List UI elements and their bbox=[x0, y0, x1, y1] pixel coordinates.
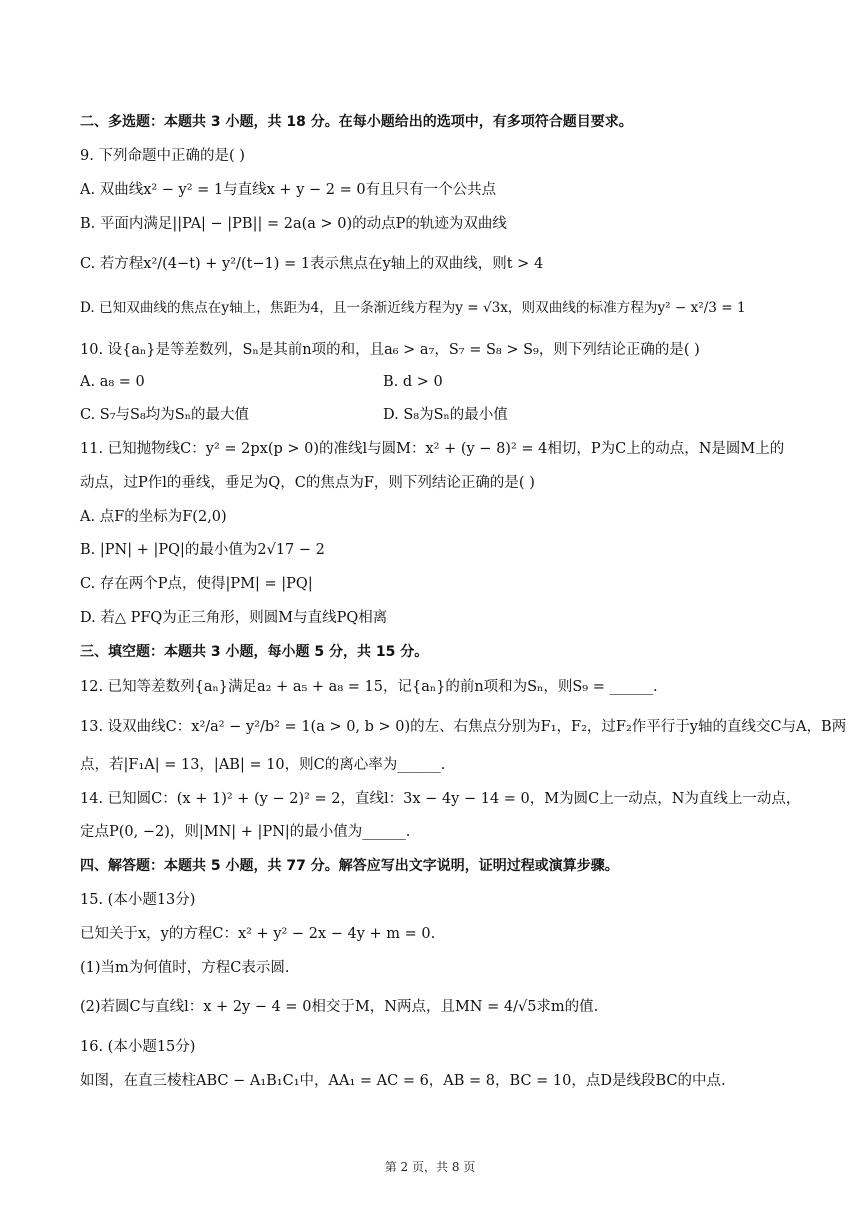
question-11-option-d: D. 若△ PFQ为正三角形，则圆M与直线PQ相离 bbox=[80, 610, 388, 626]
question-14-line-2: 定点P(0, −2)，则|MN| + |PN|的最小值为______. bbox=[80, 824, 411, 840]
question-10-row-2 bbox=[80, 405, 800, 425]
question-11-option-a: A. 点F的坐标为F(2,0) bbox=[80, 509, 227, 525]
question-14-line-1: 14. 已知圆C：(x + 1)² + (y − 2)² = 2，直线l：3x − 4y − 14 = 0，M为圆C上一动点，N为直线上一动点， bbox=[80, 791, 801, 807]
question-10-option-b: B. d > 0 bbox=[383, 374, 443, 390]
section-header-multiple-choice: 二、多选题：本题共 3 小题，共 18 分。在每小题给出的选项中，有多项符合题目要求。 bbox=[80, 114, 633, 130]
question-15-part-1: (1)当m为何值时，方程C表示圆. bbox=[80, 960, 290, 976]
question-11-stem-line-1: 11. 已知抛物线C：y² = 2px(p > 0)的准线l与圆M：x² + (y − 8)² = 4相切，P为C上的动点，N是圆M上的 bbox=[80, 441, 785, 457]
section-header-solutions: 四、解答题：本题共 5 小题，共 77 分。解答应写出文字说明，证明过程或演算步骤。 bbox=[80, 858, 619, 874]
question-13-line-2: 点，若|F₁A| = 13，|AB| = 10，则C的离心率为______. bbox=[80, 757, 446, 773]
page-footer: 第 2 页，共 8 页 bbox=[384, 1160, 476, 1174]
question-9-option-c: C. 若方程x²/(4−t) + y²/(t−1) = 1表示焦点在y轴上的双曲线，则t > 4 bbox=[80, 256, 544, 272]
question-16-stem: 如图，在直三棱柱ABC − A₁B₁C₁中，AA₁ = AC = 6，AB = 8，BC = 10，点D是线段BC的中点. bbox=[80, 1073, 726, 1089]
question-10-row-1 bbox=[80, 372, 800, 392]
question-15-part-2: (2)若圆C与直线l：x + 2y − 4 = 0相交于M，N两点，且MN = 4/√5求m的值. bbox=[80, 999, 599, 1015]
question-9-option-b: B. 平面内满足||PA| − |PB|| = 2a(a > 0)的动点P的轨迹为双曲线 bbox=[80, 216, 507, 232]
question-10-option-c: C. S₇与S₈均为Sₙ的最大值 bbox=[80, 407, 249, 423]
question-15-title: 15. (本小题13分) bbox=[80, 892, 196, 908]
question-9-option-a: A. 双曲线x² − y² = 1与直线x + y − 2 = 0有且只有一个公共点 bbox=[80, 182, 497, 198]
section-header-fill-in: 三、填空题：本题共 3 小题，每小题 5 分，共 15 分。 bbox=[80, 644, 429, 660]
question-10-option-d: D. S₈为Sₙ的最小值 bbox=[383, 407, 508, 423]
question-11-option-b: B. |PN| + |PQ|的最小值为2√17 − 2 bbox=[80, 542, 325, 558]
question-16-title: 16. (本小题15分) bbox=[80, 1039, 196, 1055]
question-12: 12. 已知等差数列{aₙ}满足a₂ + a₅ + a₈ = 15，记{aₙ}的前n项和为Sₙ，则S₉ = ______. bbox=[80, 679, 658, 695]
question-9-option-d: D. 已知双曲线的焦点在y轴上，焦距为4，且一条渐近线方程为y = √3x，则双曲线的标准方程为y² − x²/3 = 1 bbox=[80, 300, 746, 316]
question-15-stem: 已知关于x，y的方程C：x² + y² − 2x − 4y + m = 0. bbox=[80, 926, 436, 942]
question-13-line-1: 13. 设双曲线C：x²/a² − y²/b² = 1(a > 0, b > 0)的左、右焦点分别为F₁，F₂，过F₂作平行于y轴的直线交C与A，B两 bbox=[80, 719, 847, 735]
question-11-option-c: C. 存在两个P点，使得|PM| = |PQ| bbox=[80, 576, 313, 592]
question-10-stem: 10. 设{aₙ}是等差数列，Sₙ是其前n项的和，且a₆ > a₇，S₇ = S₈ > S₉，则下列结论正确的是( ) bbox=[80, 342, 700, 358]
question-9-stem: 9. 下列命题中正确的是( ) bbox=[80, 148, 245, 164]
question-11-stem-line-2: 动点，过P作l的垂线，垂足为Q，C的焦点为F，则下列结论正确的是( ) bbox=[80, 475, 535, 491]
question-10-option-a: A. a₈ = 0 bbox=[80, 374, 145, 390]
